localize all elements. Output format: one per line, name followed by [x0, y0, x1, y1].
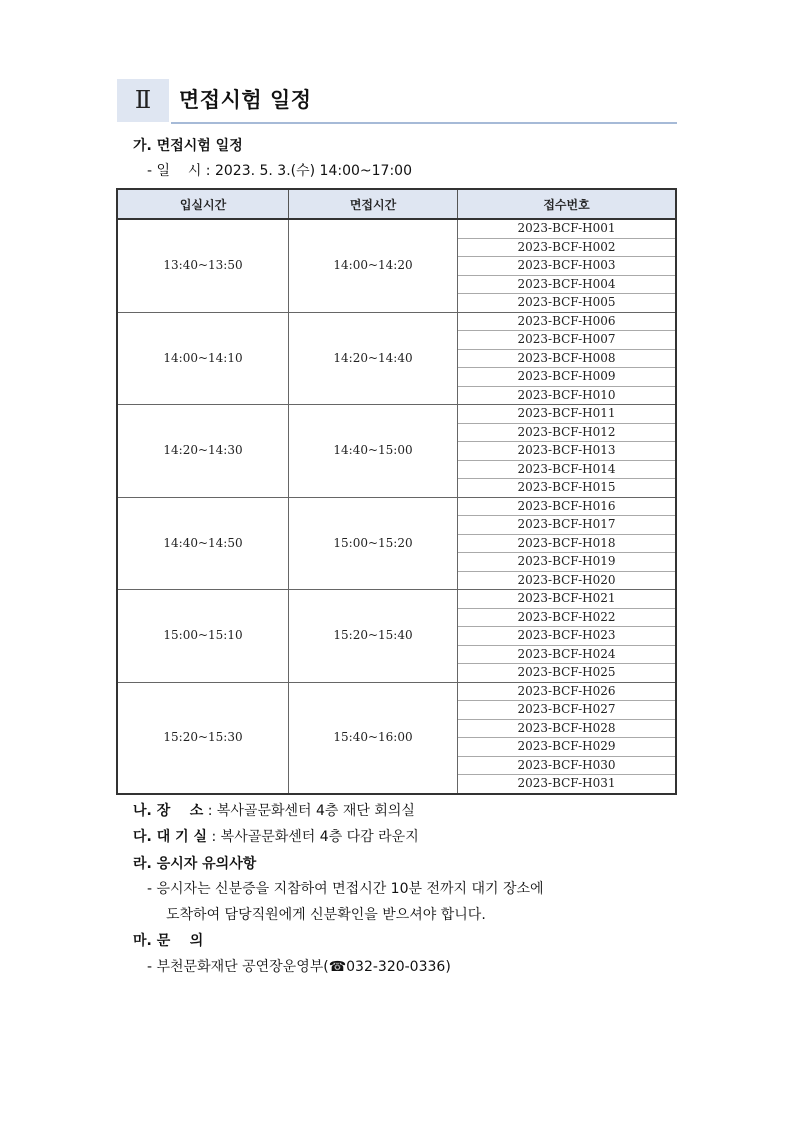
registration-number-cell: 2023-BCF-H025	[458, 664, 677, 683]
interview-time-cell: 15:00~15:20	[289, 497, 458, 590]
registration-number-cell: 2023-BCF-H029	[458, 738, 677, 757]
registration-number-cell: 2023-BCF-H031	[458, 775, 677, 794]
registration-number-cell: 2023-BCF-H008	[458, 349, 677, 368]
entry-time-cell: 15:20~15:30	[117, 682, 289, 794]
table-row	[117, 219, 676, 238]
interview-time-cell: 15:20~15:40	[289, 590, 458, 683]
ma-contact-line: - 부천문화재단 공연장운영부(☎032-320-0336)	[147, 959, 451, 975]
na-line: 나. 장 소 : 복사골문화센터 4층 재단 회의실	[133, 803, 415, 819]
header-interview-time: 면접시간	[289, 189, 458, 219]
interview-time-cell: 14:20~14:40	[289, 312, 458, 405]
registration-number-cell: 2023-BCF-H006	[458, 312, 677, 331]
registration-number-cell: 2023-BCF-H024	[458, 645, 677, 664]
registration-number-cell: 2023-BCF-H030	[458, 756, 677, 775]
entry-time-cell: 14:20~14:30	[117, 405, 289, 498]
table-row	[117, 497, 676, 516]
registration-number-cell: 2023-BCF-H005	[458, 294, 677, 313]
table-row	[117, 312, 676, 331]
ra-heading: 라. 응시자 유의사항	[133, 856, 257, 872]
entry-time-cell: 13:40~13:50	[117, 219, 289, 312]
registration-number-cell: 2023-BCF-H023	[458, 627, 677, 646]
entry-time-cell: 15:00~15:10	[117, 590, 289, 683]
registration-number-cell: 2023-BCF-H012	[458, 423, 677, 442]
registration-number-cell: 2023-BCF-H007	[458, 331, 677, 350]
registration-number-cell: 2023-BCF-H003	[458, 257, 677, 276]
header-entry-time: 입실시간	[117, 189, 289, 219]
registration-number-cell: 2023-BCF-H026	[458, 682, 677, 701]
registration-number-cell: 2023-BCF-H009	[458, 368, 677, 387]
ma-heading: 마. 문 의	[133, 933, 204, 949]
registration-number-cell: 2023-BCF-H010	[458, 386, 677, 405]
table-row	[117, 405, 676, 424]
interview-time-cell: 15:40~16:00	[289, 682, 458, 794]
interview-time-cell: 14:40~15:00	[289, 405, 458, 498]
interview-time-cell: 14:00~14:20	[289, 219, 458, 312]
schedule-body	[117, 219, 676, 794]
section-header	[117, 79, 677, 124]
section-title: 면접시험 일정	[179, 88, 312, 112]
da-line: 다. 대 기 실 : 복사골문화센터 4층 다감 라운지	[133, 829, 419, 845]
registration-number-cell: 2023-BCF-H020	[458, 571, 677, 590]
registration-number-cell: 2023-BCF-H015	[458, 479, 677, 498]
registration-number-cell: 2023-BCF-H001	[458, 219, 677, 238]
entry-time-cell: 14:00~14:10	[117, 312, 289, 405]
registration-number-cell: 2023-BCF-H017	[458, 516, 677, 535]
table-row	[117, 590, 676, 609]
registration-number-cell: 2023-BCF-H011	[458, 405, 677, 424]
header-registration-number: 접수번호	[458, 189, 677, 219]
registration-number-cell: 2023-BCF-H018	[458, 534, 677, 553]
schedule-table	[116, 188, 677, 795]
entry-time-cell: 14:40~14:50	[117, 497, 289, 590]
section-underline	[171, 122, 677, 124]
registration-number-cell: 2023-BCF-H022	[458, 608, 677, 627]
ga-date-line: - 일 시 : 2023. 5. 3.(수) 14:00~17:00	[147, 163, 412, 179]
registration-number-cell: 2023-BCF-H016	[458, 497, 677, 516]
registration-number-cell: 2023-BCF-H014	[458, 460, 677, 479]
registration-number-cell: 2023-BCF-H002	[458, 238, 677, 257]
registration-number-cell: 2023-BCF-H021	[458, 590, 677, 609]
ga-heading: 가. 면접시험 일정	[133, 138, 243, 154]
ra-line-2: 도착하여 담당직원에게 신분확인을 받으셔야 합니다.	[166, 907, 486, 923]
section-number: Ⅱ	[117, 79, 169, 122]
registration-number-cell: 2023-BCF-H028	[458, 719, 677, 738]
table-row	[117, 682, 676, 701]
registration-number-cell: 2023-BCF-H004	[458, 275, 677, 294]
registration-number-cell: 2023-BCF-H013	[458, 442, 677, 461]
registration-number-cell: 2023-BCF-H027	[458, 701, 677, 720]
registration-number-cell: 2023-BCF-H019	[458, 553, 677, 572]
ra-line-1: - 응시자는 신분증을 지참하여 면접시간 10분 전까지 대기 장소에	[147, 881, 544, 897]
table-header-row	[117, 189, 676, 219]
